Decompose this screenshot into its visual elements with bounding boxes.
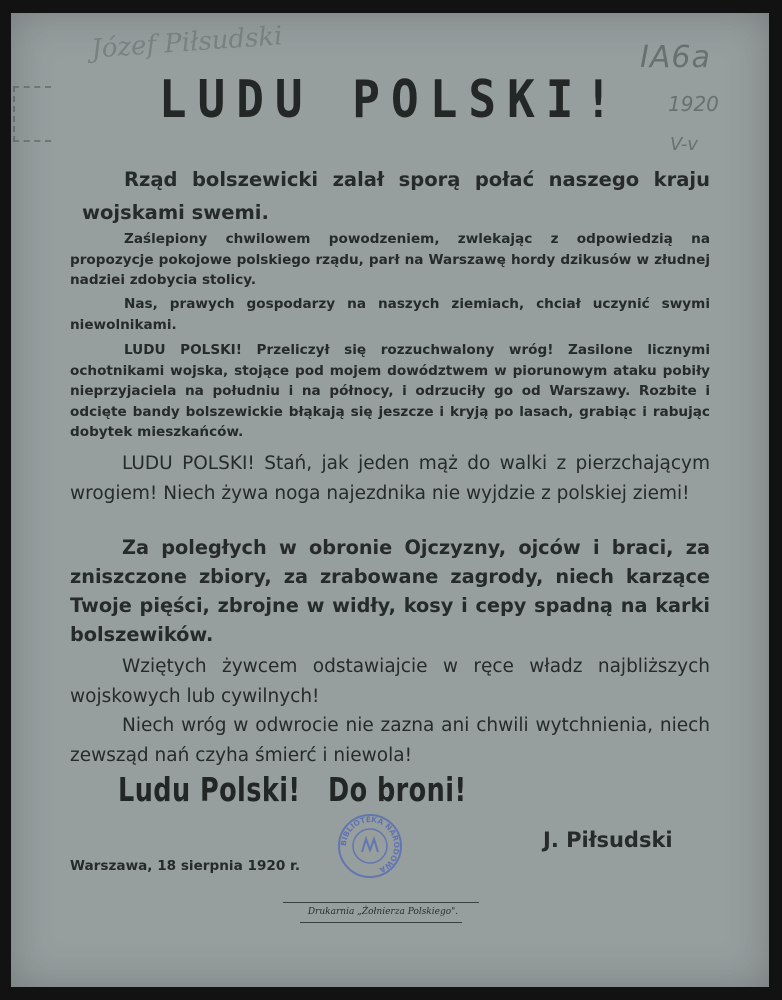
handwritten-note: Józef Piłsudski <box>90 21 284 65</box>
paragraph-medium-3: Niech wróg w odwrocie nie zazna ani chwili wytchnienia, niech zewsząd nań czyha śmierć i niewola! <box>70 715 710 766</box>
printer-rule-top <box>283 902 479 903</box>
call-part-2: Do broni! <box>328 770 467 809</box>
library-stamp <box>336 812 404 880</box>
printer-rule-bottom <box>300 922 462 923</box>
paragraph-bold: Za poległych w obronie Ojczyzny, ojców i braci, za zniszczone zbiory, za zrabowane zagrody, niech karzące Twoje pięści, zbrojne w widły, kosy i cepy spadną na karki bolszewików. <box>70 536 710 646</box>
paragraph-medium-1: LUDU POLSKI! Stań, jak jeden mąż do walki z pierzchającym wrogiem! Niech żywa noga najezdnika nie wyjdzie z polskiej ziemi! <box>70 453 710 504</box>
signature: J. Piłsudski <box>543 828 673 852</box>
paragraph-small-3: LUDU POLSKI! Przeliczył się rozzuchwalony wróg! Zasilone licznymi ochotnikami wojska, stojące pod mojem dowództwem w piorunowym ataku pobiły nieprzyjaciela na południu i na północy, i odrzuciły go od Warszawy. Rozbite i odcięte bandy bolszewickie błąkają się jeszcze i kryją po lasach, grabiąc i rabując dobytek mieszkańców. <box>70 342 710 440</box>
paragraph-small-1: Zaślepiony chwilowem powodzeniem, zwlekając z odpowiedzią na propozycje pokojowe polskiego rządu, parł na Warszawę hordy dzikusów w złudnej nadziei zdobycia stolicy. <box>70 231 710 288</box>
call-part-1: Ludu Polski! <box>118 770 301 809</box>
paragraph-medium-2: Wziętych żywcem odstawiajcie w ręce władz najbliższych wojskowych lub cywilnych! <box>70 656 710 707</box>
dateline: Warszawa, 18 sierpnia 1920 r. <box>70 858 300 874</box>
call-to-arms <box>118 770 467 809</box>
stamp-inner-ring <box>353 829 387 863</box>
stamp-text: BIBLIOTEKA NARODOWA <box>338 814 402 875</box>
paragraph-small-2: Nas, prawych gospodarzy na naszych ziemiach, chciał uczynić swymi niewolnikami. <box>70 296 710 333</box>
archive-mark-line1: IA6a <box>640 40 711 75</box>
poster-title: LUDU POLSKI! <box>158 68 624 130</box>
archive-mark-line2: 1920 <box>668 92 719 116</box>
printer-imprint: Drukarnia „Żołnierza Polskiego". <box>307 907 459 917</box>
lead-paragraph: Rząd bolszewicki zalał sporą połać naszego kraju wojskami swemi. <box>82 168 710 224</box>
archive-mark-line3: V-v <box>670 134 698 155</box>
stamp-emblem-icon <box>362 839 378 852</box>
